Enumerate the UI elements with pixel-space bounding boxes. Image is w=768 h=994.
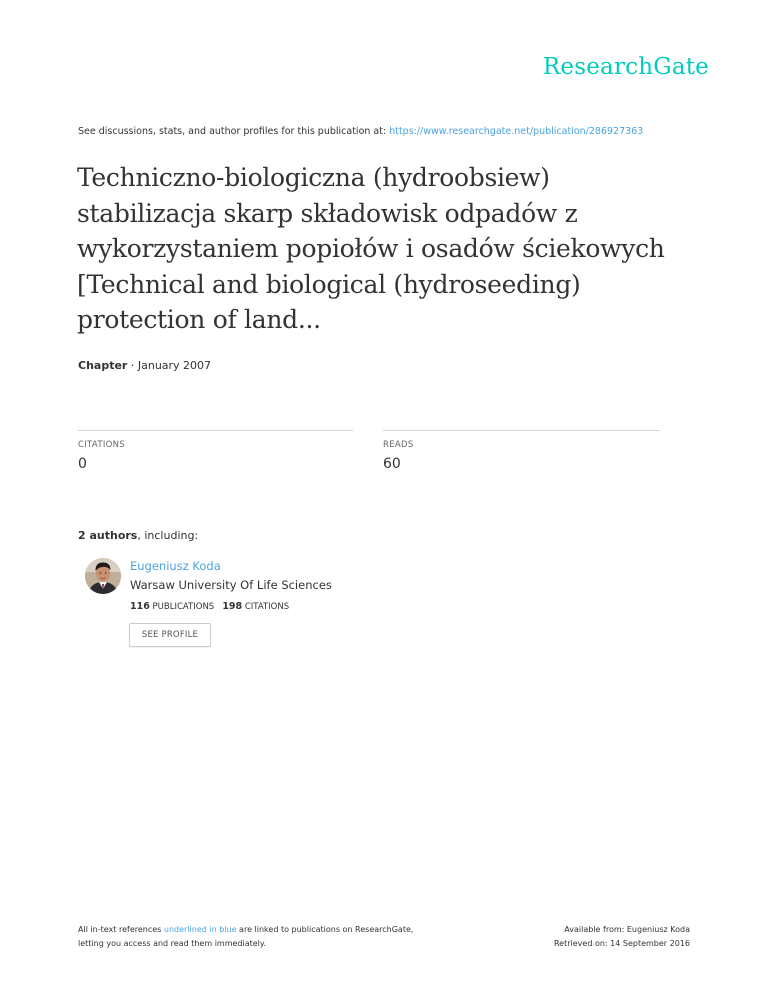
author-avatar[interactable] (85, 558, 121, 594)
meta-separator: · (127, 359, 138, 372)
footer-retrieval (554, 923, 690, 951)
researchgate-logo[interactable]: ResearchGate (542, 54, 709, 80)
citations-label: CITATIONS (78, 440, 125, 450)
publication-date: January 2007 (137, 359, 212, 372)
retrieved-on: Retrieved on: 14 September 2016 (553, 939, 690, 948)
title-line: stabilizacja skarp składowisk odpadów z (77, 198, 578, 228)
citations-value: 0 (78, 456, 87, 472)
author-stats (130, 601, 289, 612)
publication-meta (78, 359, 211, 372)
publication-type: Chapter (78, 359, 128, 372)
title-line: Techniczno-biologiczna (hydroobsiew) (77, 163, 550, 192)
title-line: [Technical and biological (hydroseeding) (77, 269, 581, 299)
see-profile-button[interactable]: SEE PROFILE (129, 623, 211, 647)
reads-label: READS (383, 440, 414, 450)
available-from: Available from: Eugeniusz Koda (564, 925, 690, 934)
author-publications-label: PUBLICATIONS (152, 602, 215, 612)
title-line: protection of land... (77, 305, 321, 334)
author-photo (85, 558, 121, 594)
author-citations-count: 198 (222, 601, 243, 612)
publication-title (77, 160, 717, 338)
authors-heading (78, 529, 198, 542)
footer-text: letting you access and read them immediately. (78, 939, 267, 948)
citations-divider (78, 430, 353, 431)
reads-value: 60 (383, 456, 401, 472)
publication-url-link[interactable]: https://www.researchgate.net/publication/286927363 (389, 126, 644, 137)
title-line: wykorzystaniem popiołów i osadów ściekowych (77, 234, 665, 263)
author-publications-count: 116 (130, 601, 150, 612)
authors-suffix: , including: (137, 529, 199, 542)
reads-divider (383, 430, 660, 431)
discussion-text: See discussions, stats, and author profiles for this publication at: (78, 126, 390, 137)
footer-text: All in-text references (78, 925, 164, 934)
discussion-line (78, 126, 643, 137)
author-citations-label: CITATIONS (244, 602, 290, 612)
footer-note (78, 923, 413, 951)
footer-link-sample: underlined in blue (163, 925, 237, 934)
author-name-link[interactable]: Eugeniusz Koda (130, 559, 221, 573)
author-institution: Warsaw University Of Life Sciences (130, 578, 332, 592)
authors-count: 2 authors (78, 529, 138, 542)
footer-text: are linked to publications on ResearchGate, (236, 925, 414, 934)
